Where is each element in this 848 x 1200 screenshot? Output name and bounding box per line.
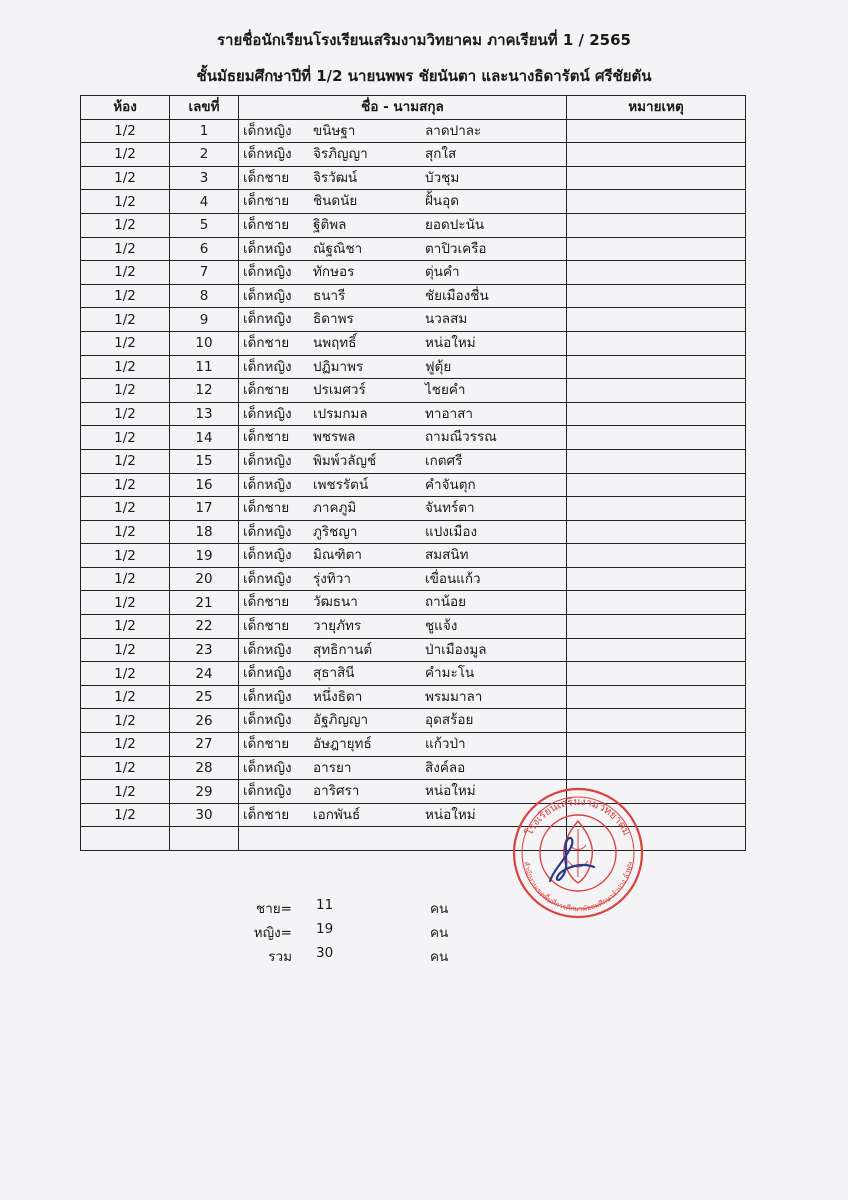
cell-room: 1/2 xyxy=(81,803,170,827)
cell-name xyxy=(239,308,567,332)
cell-remark xyxy=(567,638,746,662)
table-row xyxy=(81,379,746,403)
cell-name xyxy=(239,379,567,403)
cell-room: 1/2 xyxy=(81,331,170,355)
name-prefix: เด็กหญิง xyxy=(243,264,292,281)
last-name: ตุ่นคำ xyxy=(425,264,460,281)
first-name: ณัฐณิชา xyxy=(313,240,363,257)
name-prefix: เด็กชาย xyxy=(243,169,290,186)
cell-room: 1/2 xyxy=(81,591,170,615)
table-row xyxy=(81,143,746,167)
first-name: ขนิษฐา xyxy=(313,122,356,139)
name-prefix: เด็กชาย xyxy=(243,382,290,399)
cell-number: 11 xyxy=(170,355,239,379)
name-prefix: เด็กหญิง xyxy=(243,547,292,564)
name-prefix: เด็กหญิง xyxy=(243,759,292,776)
cell-name xyxy=(239,567,567,591)
first-name: ธิดาพร xyxy=(313,311,354,328)
cell-remark xyxy=(567,662,746,686)
svg-text:โรงเรียนเสริมงามวิทยาคม: โรงเรียนเสริมงามวิทยาคม xyxy=(523,795,633,838)
cell-room: 1/2 xyxy=(81,261,170,285)
first-name: พิมพ์วลัญช์ xyxy=(313,452,377,469)
last-name: หน่อใหม่ xyxy=(425,806,476,823)
cell-number: 19 xyxy=(170,544,239,568)
cell-remark xyxy=(567,756,746,780)
cell-number: 23 xyxy=(170,638,239,662)
table-row xyxy=(81,662,746,686)
cell-number: 27 xyxy=(170,733,239,757)
cell-remark xyxy=(567,355,746,379)
header-remark: หมายเหตุ xyxy=(567,96,746,120)
cell-name xyxy=(239,402,567,426)
name-prefix: เด็กหญิง xyxy=(243,358,292,375)
first-name: เพชรรัตน์ xyxy=(313,476,369,493)
first-name: รุ่งทิวา xyxy=(313,570,351,587)
table-row xyxy=(81,685,746,709)
first-name: จิรภิญญา xyxy=(313,146,368,163)
last-name: ฟูตุ้ย xyxy=(425,358,452,375)
summary-label: หญิง= xyxy=(253,925,292,941)
cell-name xyxy=(239,709,567,733)
cell-number: 2 xyxy=(170,143,239,167)
table-row xyxy=(81,591,746,615)
cell-room: 1/2 xyxy=(81,567,170,591)
first-name: อาริศรา xyxy=(313,783,360,800)
table-row xyxy=(81,756,746,780)
cell-number: 18 xyxy=(170,520,239,544)
cell-number: 20 xyxy=(170,567,239,591)
cell-remark xyxy=(567,685,746,709)
name-prefix: เด็กชาย xyxy=(243,736,290,753)
cell-remark xyxy=(567,426,746,450)
table-row xyxy=(81,355,746,379)
last-name: เขื่อนแก้ว xyxy=(425,570,481,587)
first-name: สุธาสินี xyxy=(313,665,355,682)
cell-number: 3 xyxy=(170,166,239,190)
first-name: เอกพันธ์ xyxy=(313,806,361,823)
cell-number: 7 xyxy=(170,261,239,285)
table-row xyxy=(81,567,746,591)
name-prefix: เด็กชาย xyxy=(243,500,290,517)
document-subtitle: ชั้นมัธยมศึกษาปีที่ 1/2 นายนพพร ชัยนันตา และนางธิดารัตน์ ศรีชัยตัน xyxy=(196,67,652,85)
cell-remark xyxy=(567,449,746,473)
first-name: อัษฎายุทธ์ xyxy=(313,736,372,753)
header-number: เลขที่ xyxy=(170,96,239,120)
student-roster-table xyxy=(80,95,746,851)
cell-number: 30 xyxy=(170,803,239,827)
table-row xyxy=(81,520,746,544)
cell-name xyxy=(239,143,567,167)
header-room: ห้อง xyxy=(81,96,170,120)
cell-remark xyxy=(567,520,746,544)
cell-remark xyxy=(567,473,746,497)
name-prefix: เด็กหญิง xyxy=(243,452,292,469)
cell-room: 1/2 xyxy=(81,615,170,639)
last-name: สมสนิท xyxy=(425,547,469,564)
first-name: อัฐภิญญา xyxy=(313,712,369,729)
cell-name xyxy=(239,544,567,568)
cell-room: 1/2 xyxy=(81,662,170,686)
cell-number: 5 xyxy=(170,213,239,237)
table-row xyxy=(81,615,746,639)
cell-room: 1/2 xyxy=(81,449,170,473)
first-name: วัฒธนา xyxy=(313,594,358,611)
table-row xyxy=(81,473,746,497)
table-row xyxy=(81,733,746,757)
cell-name xyxy=(239,615,567,639)
table-row xyxy=(81,284,746,308)
name-prefix: เด็กหญิง xyxy=(243,712,292,729)
cell-room: 1/2 xyxy=(81,284,170,308)
cell-room: 1/2 xyxy=(81,709,170,733)
table-row xyxy=(81,709,746,733)
cell-room: 1/2 xyxy=(81,780,170,804)
cell-number: 9 xyxy=(170,308,239,332)
school-seal-icon xyxy=(510,785,645,920)
name-prefix: เด็กหญิง xyxy=(243,146,292,163)
name-prefix: เด็กหญิง xyxy=(243,665,292,682)
cell-name xyxy=(239,355,567,379)
table-row xyxy=(81,544,746,568)
first-name: วายุภัทร xyxy=(313,618,362,635)
name-prefix: เด็กหญิง xyxy=(243,240,292,257)
cell-remark xyxy=(567,190,746,214)
cell-room: 1/2 xyxy=(81,756,170,780)
cell-number: 22 xyxy=(170,615,239,639)
table-row xyxy=(81,308,746,332)
cell-number: 14 xyxy=(170,426,239,450)
cell-room: 1/2 xyxy=(81,213,170,237)
last-name: พรมมาลา xyxy=(425,688,483,705)
cell-name xyxy=(239,662,567,686)
last-name: คำจันตุก xyxy=(425,476,476,493)
last-name: เกตศรี xyxy=(425,452,463,469)
cell-room: 1/2 xyxy=(81,143,170,167)
cell-remark xyxy=(567,402,746,426)
name-prefix: เด็กชาย xyxy=(243,429,290,446)
cell-number: 15 xyxy=(170,449,239,473)
summary-unit: คน xyxy=(430,901,449,917)
cell-room: 1/2 xyxy=(81,685,170,709)
summary-label: ชาย= xyxy=(256,901,292,917)
summary-unit: คน xyxy=(430,925,449,941)
cell-number: 21 xyxy=(170,591,239,615)
table-row-empty xyxy=(81,827,746,851)
last-name: แปงเมือง xyxy=(425,523,478,540)
name-prefix: เด็กหญิง xyxy=(243,311,292,328)
table-row xyxy=(81,261,746,285)
name-prefix: เด็กชาย xyxy=(243,216,290,233)
cell-name xyxy=(239,497,567,521)
cell-remark xyxy=(567,213,746,237)
cell-remark xyxy=(567,379,746,403)
first-name: ภาคภูมิ xyxy=(313,500,357,517)
summary-value: 19 xyxy=(316,921,334,937)
last-name: ฝั้นอุด xyxy=(425,193,460,210)
name-prefix: เด็กชาย xyxy=(243,594,290,611)
summary-value: 11 xyxy=(316,897,334,913)
cell-name xyxy=(239,638,567,662)
last-name: ทาอาสา xyxy=(425,405,473,422)
table-row xyxy=(81,803,746,827)
summary-label: รวม xyxy=(268,949,292,965)
cell-remark xyxy=(567,237,746,261)
name-prefix: เด็กหญิง xyxy=(243,476,292,493)
last-name: ไชยคำ xyxy=(425,382,466,399)
cell-number: 13 xyxy=(170,402,239,426)
first-name: เปรมกมล xyxy=(313,405,368,422)
last-name: สิงค์ลอ xyxy=(425,759,466,776)
cell-number: 26 xyxy=(170,709,239,733)
last-name: ป่าเมืองมูล xyxy=(425,641,487,658)
cell-name xyxy=(239,213,567,237)
last-name: สุกใส xyxy=(425,146,457,163)
cell-remark xyxy=(567,733,746,757)
table-row xyxy=(81,190,746,214)
last-name: คำมะโน xyxy=(425,665,475,682)
cell-room: 1/2 xyxy=(81,190,170,214)
cell-remark xyxy=(567,308,746,332)
name-prefix: เด็กชาย xyxy=(243,806,290,823)
header-name: ชื่อ - นามสกุล xyxy=(239,96,567,120)
cell-remark xyxy=(567,261,746,285)
table-row xyxy=(81,166,746,190)
last-name: นวลสม xyxy=(425,311,468,328)
cell-remark xyxy=(567,166,746,190)
last-name: จันทร์ตา xyxy=(425,500,475,517)
last-name: แก้วป่า xyxy=(425,736,466,753)
first-name: ทักษอร xyxy=(313,264,355,281)
name-prefix: เด็กหญิง xyxy=(243,783,292,800)
cell-number: 17 xyxy=(170,497,239,521)
document-title: รายชื่อนักเรียนโรงเรียนเสริมงามวิทยาคม ภาคเรียนที่ 1 / 2565 xyxy=(216,31,631,49)
cell-name xyxy=(239,426,567,450)
cell-remark xyxy=(567,143,746,167)
svg-text:สำนักงานเขตพื้นที่การศึกษามัธย: สำนักงานเขตพื้นที่การศึกษามัธยมศึกษาลำปาง ลำพูน xyxy=(522,861,634,914)
cell-name xyxy=(239,166,567,190)
summary-value: 30 xyxy=(316,945,334,961)
cell-remark xyxy=(567,709,746,733)
first-name: สุทธิกานต์ xyxy=(313,641,373,658)
cell-number: 6 xyxy=(170,237,239,261)
cell-room: 1/2 xyxy=(81,544,170,568)
name-prefix: เด็กชาย xyxy=(243,193,290,210)
cell-remark xyxy=(567,119,746,143)
table-row xyxy=(81,497,746,521)
last-name: ชูแจ้ง xyxy=(425,618,458,635)
last-name: ตาปิวเครือ xyxy=(425,240,487,257)
first-name: ปฏิมาพร xyxy=(313,358,364,375)
table-row xyxy=(81,213,746,237)
cell-number: 24 xyxy=(170,662,239,686)
cell-name xyxy=(239,237,567,261)
cell-name xyxy=(239,119,567,143)
name-prefix: เด็กชาย xyxy=(243,334,290,351)
cell-remark xyxy=(567,284,746,308)
last-name: หน่อใหม่ xyxy=(425,783,476,800)
table-row xyxy=(81,402,746,426)
cell-name xyxy=(239,261,567,285)
cell-room: 1/2 xyxy=(81,497,170,521)
cell-name xyxy=(239,449,567,473)
cell-name xyxy=(239,284,567,308)
cell-name xyxy=(239,685,567,709)
cell-number: 4 xyxy=(170,190,239,214)
cell-name xyxy=(239,756,567,780)
cell-number: 8 xyxy=(170,284,239,308)
cell-number: 25 xyxy=(170,685,239,709)
cell-remark xyxy=(567,615,746,639)
table-header-row xyxy=(81,96,746,120)
summary-unit: คน xyxy=(430,949,449,965)
table-row xyxy=(81,119,746,143)
cell-room: 1/2 xyxy=(81,237,170,261)
cell-room: 1/2 xyxy=(81,733,170,757)
last-name: ชัยเมืองชื่น xyxy=(425,287,489,304)
cell-name xyxy=(239,520,567,544)
name-prefix: เด็กหญิง xyxy=(243,405,292,422)
last-name: หน่อใหม่ xyxy=(425,334,476,351)
last-name: บัวชุม xyxy=(425,169,460,186)
first-name: ธนารี xyxy=(313,287,346,304)
cell-room: 1/2 xyxy=(81,355,170,379)
cell-remark xyxy=(567,331,746,355)
cell-room: 1/2 xyxy=(81,426,170,450)
name-prefix: เด็กหญิง xyxy=(243,570,292,587)
first-name: ภูริชญา xyxy=(313,523,358,540)
cell-remark xyxy=(567,567,746,591)
first-name: นพฤทธิ์ xyxy=(313,334,357,351)
table-row xyxy=(81,426,746,450)
first-name: จิรวัฒน์ xyxy=(313,169,358,186)
cell-remark xyxy=(567,591,746,615)
cell-room: 1/2 xyxy=(81,638,170,662)
cell-number: 16 xyxy=(170,473,239,497)
cell-name xyxy=(239,591,567,615)
table-row xyxy=(81,780,746,804)
cell-room: 1/2 xyxy=(81,166,170,190)
cell-number: 1 xyxy=(170,119,239,143)
first-name: อารยา xyxy=(313,759,352,776)
cell-name xyxy=(239,473,567,497)
cell-room: 1/2 xyxy=(81,520,170,544)
table-body xyxy=(81,119,746,850)
first-name: พชรพล xyxy=(313,429,356,446)
first-name: หนึ่งธิดา xyxy=(313,688,363,705)
cell-name xyxy=(239,190,567,214)
last-name: ถามณีวรรณ xyxy=(425,429,497,446)
cell-number: 28 xyxy=(170,756,239,780)
table-row xyxy=(81,638,746,662)
cell-room: 1/2 xyxy=(81,308,170,332)
name-prefix: เด็กชาย xyxy=(243,618,290,635)
cell-name xyxy=(239,733,567,757)
table-row xyxy=(81,449,746,473)
cell-name xyxy=(239,331,567,355)
name-prefix: เด็กหญิง xyxy=(243,688,292,705)
cell-number: 12 xyxy=(170,379,239,403)
first-name: ชินดนัย xyxy=(313,193,358,210)
name-prefix: เด็กหญิง xyxy=(243,287,292,304)
first-name: ปรเมศวร์ xyxy=(313,382,366,399)
cell-room: 1/2 xyxy=(81,379,170,403)
cell-number: 10 xyxy=(170,331,239,355)
cell-remark xyxy=(567,497,746,521)
cell-remark xyxy=(567,544,746,568)
cell-room: 1/2 xyxy=(81,402,170,426)
table-row xyxy=(81,331,746,355)
table-row xyxy=(81,237,746,261)
last-name: ลาดปาละ xyxy=(425,122,482,139)
name-prefix: เด็กหญิง xyxy=(243,523,292,540)
cell-room: 1/2 xyxy=(81,119,170,143)
last-name: ถาน้อย xyxy=(425,594,467,611)
first-name: มิณฑิตา xyxy=(313,547,362,564)
first-name: ฐิติพล xyxy=(313,216,347,233)
name-prefix: เด็กหญิง xyxy=(243,122,292,139)
cell-number: 29 xyxy=(170,780,239,804)
cell-room: 1/2 xyxy=(81,473,170,497)
last-name: อุดสร้อย xyxy=(425,712,474,729)
last-name: ยอดปะนัน xyxy=(425,216,485,233)
name-prefix: เด็กหญิง xyxy=(243,641,292,658)
